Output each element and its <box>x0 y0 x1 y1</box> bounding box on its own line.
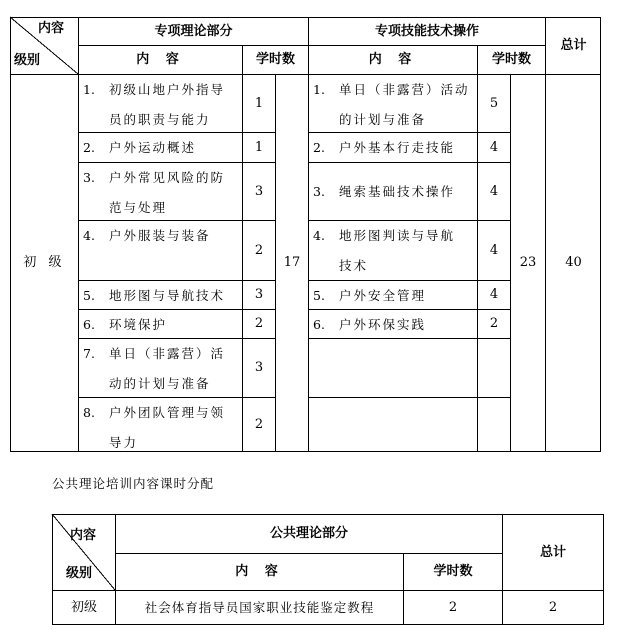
theory-item: 4. 户外服装与装备 <box>83 228 211 243</box>
public-theory-header: 公共理论部分 <box>269 526 348 541</box>
theory-item: 5. 地形图与导航技术 <box>83 288 226 303</box>
content-column-header: 内 容 <box>235 564 284 579</box>
theory-item-hours: 1 <box>254 139 264 155</box>
content-cell: 社会体育指导员国家职业技能鉴定教程 <box>144 599 375 615</box>
grand-total-hours: 40 <box>565 255 582 270</box>
level-cell: 初级 <box>70 599 97 615</box>
total-cell: 2 <box>548 599 558 615</box>
skill-item-hours: 5 <box>489 95 499 111</box>
corner-content-label: 内容 <box>70 528 97 543</box>
theory-item-hours: 2 <box>254 316 264 331</box>
theory-item: 2. 户外运动概述 <box>83 140 197 155</box>
hours-column-header: 学时数 <box>433 564 473 579</box>
skill-item: 3. 绳索基础技术操作 <box>313 184 456 199</box>
theory-item: 6. 环境保护 <box>83 317 168 332</box>
hours-cell: 2 <box>448 599 458 615</box>
theory-item-hours: 3 <box>254 183 264 199</box>
skill-item-hours: 2 <box>489 316 499 331</box>
skill-item: 1. 单日（非露营）活动 的计划与准备 <box>313 82 470 127</box>
public-theory-caption: 公共理论培训内容课时分配 <box>52 476 215 491</box>
theory-item-hours: 2 <box>254 416 264 432</box>
theory-item-hours: 1 <box>254 95 264 111</box>
skill-item-hours: 4 <box>489 287 499 302</box>
skill-item-hours: 4 <box>489 242 499 258</box>
theory-item-hours: 2 <box>254 242 264 258</box>
corner-level-label: 级别 <box>14 53 41 68</box>
theory-content-column-header: 内 容 <box>136 52 185 67</box>
skill-total-hours: 23 <box>519 255 537 270</box>
corner-content-label: 内容 <box>38 21 65 36</box>
theory-item: 1. 初级山地户外指导 员的职责与能力 <box>83 82 226 127</box>
skill-item: 6. 户外环保实践 <box>313 317 427 332</box>
level-label: 初 级 <box>23 255 66 270</box>
skill-item-hours: 4 <box>489 139 499 155</box>
theory-section-header: 专项理论部分 <box>154 23 233 39</box>
theory-total-hours: 17 <box>283 255 301 270</box>
theory-item: 7. 单日（非露营）活 动的计划与准备 <box>83 346 226 391</box>
corner-level-label: 级别 <box>66 566 93 581</box>
theory-item: 3. 户外常见风险的防 范与处理 <box>83 170 226 215</box>
skill-content-column-header: 内 容 <box>368 52 418 67</box>
skill-item: 2. 户外基本行走技能 <box>313 140 456 155</box>
skill-item: 5. 户外安全管理 <box>313 288 427 303</box>
total-header: 总计 <box>539 544 566 560</box>
theory-hours-column-header: 学时数 <box>255 52 295 67</box>
skill-item: 4. 地形图判读与导航 技术 <box>313 228 456 273</box>
skill-item-hours: 4 <box>489 183 499 199</box>
skill-hours-column-header: 学时数 <box>491 52 531 67</box>
theory-item-hours: 3 <box>254 360 264 375</box>
skill-section-header: 专项技能技术操作 <box>374 23 479 39</box>
theory-item: 8. 户外团队管理与领 导力 <box>83 405 226 450</box>
theory-item-hours: 3 <box>254 287 264 302</box>
total-header: 总计 <box>560 38 587 53</box>
